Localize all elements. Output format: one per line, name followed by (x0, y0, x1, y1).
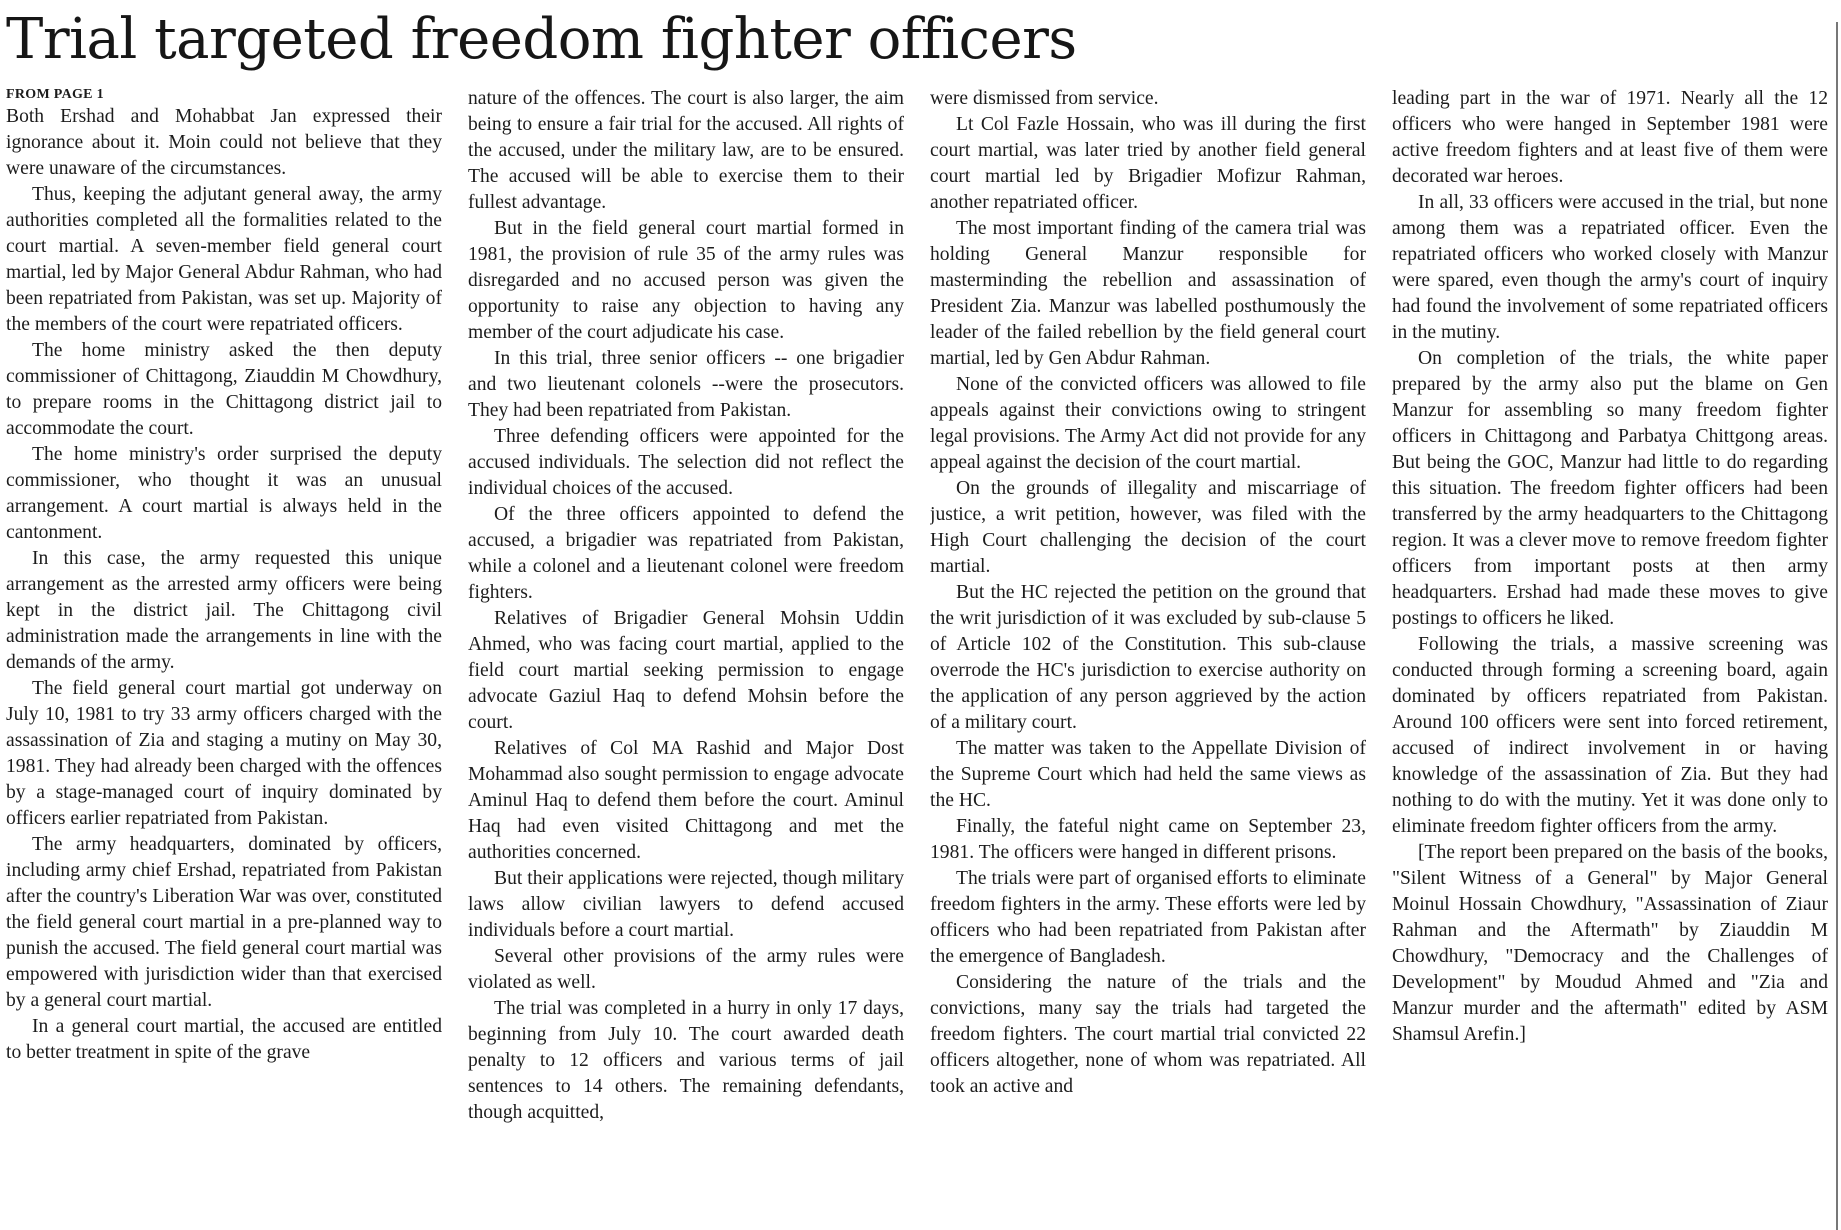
paragraph: The army headquarters, dominated by officers, including army chief Ershad, repatriated from Pakistan after the country's Liberation War was over, constituted the field general court martial in a pre-planned way to punish the accused. The field general court martial was empowered with jurisdiction wider than that exercised by a general court martial. (6, 834, 442, 1011)
from-page-kicker: FROM PAGE 1 (6, 87, 104, 102)
paragraph: The trial was completed in a hurry in only 17 days, beginning from July 10. The court awarded death penalty to 12 officers and various terms of jail sentences to 14 others. The remaining defendants, though acquitted, (468, 998, 904, 1123)
paragraph: In this trial, three senior officers -- one brigadier and two lieutenant colonels --were the prosecutors. They had been repatriated from Pakistan. (468, 348, 904, 421)
article-column-3 (930, 86, 1366, 1230)
article-column-2 (468, 86, 904, 1230)
paragraph: The field general court martial got underway on July 10, 1981 to try 33 army officers charged with the assassination of Zia and staging a mutiny on May 30, 1981. They had already been charged with the offences by a stage-managed court of inquiry dominated by officers earlier repatriated from Pakistan. (6, 678, 442, 829)
paragraph: Relatives of Brigadier General Mohsin Uddin Ahmed, who was facing court martial, applied to the field court martial seeking permission to engage advocate Gaziul Haq to defend Mohsin before the court. (468, 608, 904, 733)
paragraph: In all, 33 officers were accused in the trial, but none among them was a repatriated officer. Even the repatriated officers who worked closely with Manzur were spared, even though the army's court of inquiry had found the involvement of some repatriated officers in the mutiny. (1392, 192, 1828, 343)
paragraph: Relatives of Col MA Rashid and Major Dost Mohammad also sought permission to engage advocate Aminul Haq to defend them before the court. Aminul Haq had even visited Chittagong and met the authorities concerned. (468, 738, 904, 863)
paragraph: Of the three officers appointed to defend the accused, a brigadier was repatriated from Pakistan, while a colonel and a lieutenant colonel were freedom fighters. (468, 504, 904, 603)
paragraph: The matter was taken to the Appellate Division of the Supreme Court which had held the same views as the HC. (930, 738, 1366, 811)
paragraph: Following the trials, a massive screening was conducted through forming a screening board, again dominated by officers repatriated from Pakistan. Around 100 officers were sent into forced retirement, accused of indirect involvement in or having knowledge of the assassination of Zia. But they had nothing to do with the mutiny. Yet it was done only to eliminate freedom fighter officers from the army. (1392, 634, 1828, 837)
paragraph: The most important finding of the camera trial was holding General Manzur responsible for masterminding the rebellion and assassination of President Zia. Manzur was labelled posthumously the leader of the failed rebellion by the field general court martial, led by Gen Abdur Rahman. (930, 218, 1366, 369)
source-note: [The report been prepared on the basis of the books, "Silent Witness of a General" by Major General Moinul Hossain Chowdhury, "Assassination of Ziaur Rahman and the Aftermath" by Ziauddin M Chowdhury, "Democracy and the Challenges of Development" by Moudud Ahmed and "Zia and Manzur murder and the aftermath" edited by ASM Shamsul Arefin.] (1392, 842, 1828, 1045)
paragraph: None of the convicted officers was allowed to file appeals against their convictions owing to stringent legal provisions. The Army Act did not provide for any appeal against the decision of the court martial. (930, 374, 1366, 473)
paragraph: Both Ershad and Mohabbat Jan expressed their ignorance about it. Moin could not believe that they were unaware of the circumstances. (6, 106, 442, 179)
paragraph: The home ministry's order surprised the deputy commissioner, who thought it was an unusual arrangement. A court martial is always held in the cantonment. (6, 444, 442, 543)
paragraph: Finally, the fateful night came on September 23, 1981. The officers were hanged in different prisons. (930, 816, 1366, 863)
paragraph: But their applications were rejected, though military laws allow civilian lawyers to defend accused individuals before a court martial. (468, 868, 904, 941)
headline: Trial targeted freedom fighter officers (6, 7, 1077, 72)
paragraph: nature of the offences. The court is also larger, the aim being to ensure a fair trial for the accused. All rights of the accused, under the military law, are to be ensured. The accused will be able to exercise them to their fullest advantage. (468, 88, 904, 213)
paragraph: leading part in the war of 1971. Nearly all the 12 officers who were hanged in September 1981 were active freedom fighters and at least five of them were decorated war heroes. (1392, 88, 1828, 187)
paragraph: Lt Col Fazle Hossain, who was ill during the first court martial, was later tried by another field general court martial led by Brigadier Mofizur Rahman, another repatriated officer. (930, 114, 1366, 213)
paragraph: On the grounds of illegality and miscarriage of justice, a writ petition, however, was filed with the High Court challenging the decision of the court martial. (930, 478, 1366, 577)
paragraph: On completion of the trials, the white paper prepared by the army also put the blame on Gen Manzur for assembling so many freedom fighter officers in Chittagong and Parbatya Chittgong areas. But being the GOC, Manzur had little to do regarding this situation. The freedom fighter officers had been transferred by the army headquarters to the Chittagong region. It was a clever move to remove freedom fighter officers from important posts at then army headquarters. Ershad had made these moves to give postings to officers he liked. (1392, 348, 1828, 629)
paragraph: Three defending officers were appointed for the accused individuals. The selection did not reflect the individual choices of the accused. (468, 426, 904, 499)
paragraph: were dismissed from service. (930, 88, 1159, 109)
article-column-4 (1392, 86, 1828, 1230)
paragraph: The home ministry asked the then deputy commissioner of Chittagong, Ziauddin M Chowdhury, to prepare rooms in the Chittagong district jail to accommodate the court. (6, 340, 442, 439)
paragraph: The trials were part of organised efforts to eliminate freedom fighters in the army. These efforts were led by officers who had been repatriated from Pakistan after the emergence of Bangladesh. (930, 868, 1366, 967)
paragraph: Several other provisions of the army rules were violated as well. (468, 946, 904, 993)
paragraph: Thus, keeping the adjutant general away, the army authorities completed all the formalities related to the court martial. A seven-member field general court martial, led by Major General Abdur Rahman, who had been repatriated from Pakistan, was set up. Majority of the members of the court were repatriated officers. (6, 184, 442, 335)
paragraph: But the HC rejected the petition on the ground that the writ jurisdiction of it was excluded by sub-clause 5 of Article 102 of the Constitution. This sub-clause overrode the HC's jurisdiction to exercise authority on the application of any person aggrieved by the action of a military court. (930, 582, 1366, 733)
right-border-rule (1836, 22, 1838, 1230)
paragraph: In this case, the army requested this unique arrangement as the arrested army officers were being kept in the district jail. The Chittagong civil administration made the arrangements in line with the demands of the army. (6, 548, 442, 673)
paragraph: In a general court martial, the accused are entitled to better treatment in spite of the grave (6, 1016, 442, 1063)
paragraph: But in the field general court martial formed in 1981, the provision of rule 35 of the army rules was disregarded and no accused person was given the opportunity to raise any objection to having any member of the court adjudicate his case. (468, 218, 904, 343)
paragraph: Considering the nature of the trials and the convictions, many say the trials had targeted the freedom fighters. The court martial trial convicted 22 officers altogether, none of whom was repatriated. All took an active and (930, 972, 1366, 1097)
article-column-1 (6, 86, 442, 1230)
